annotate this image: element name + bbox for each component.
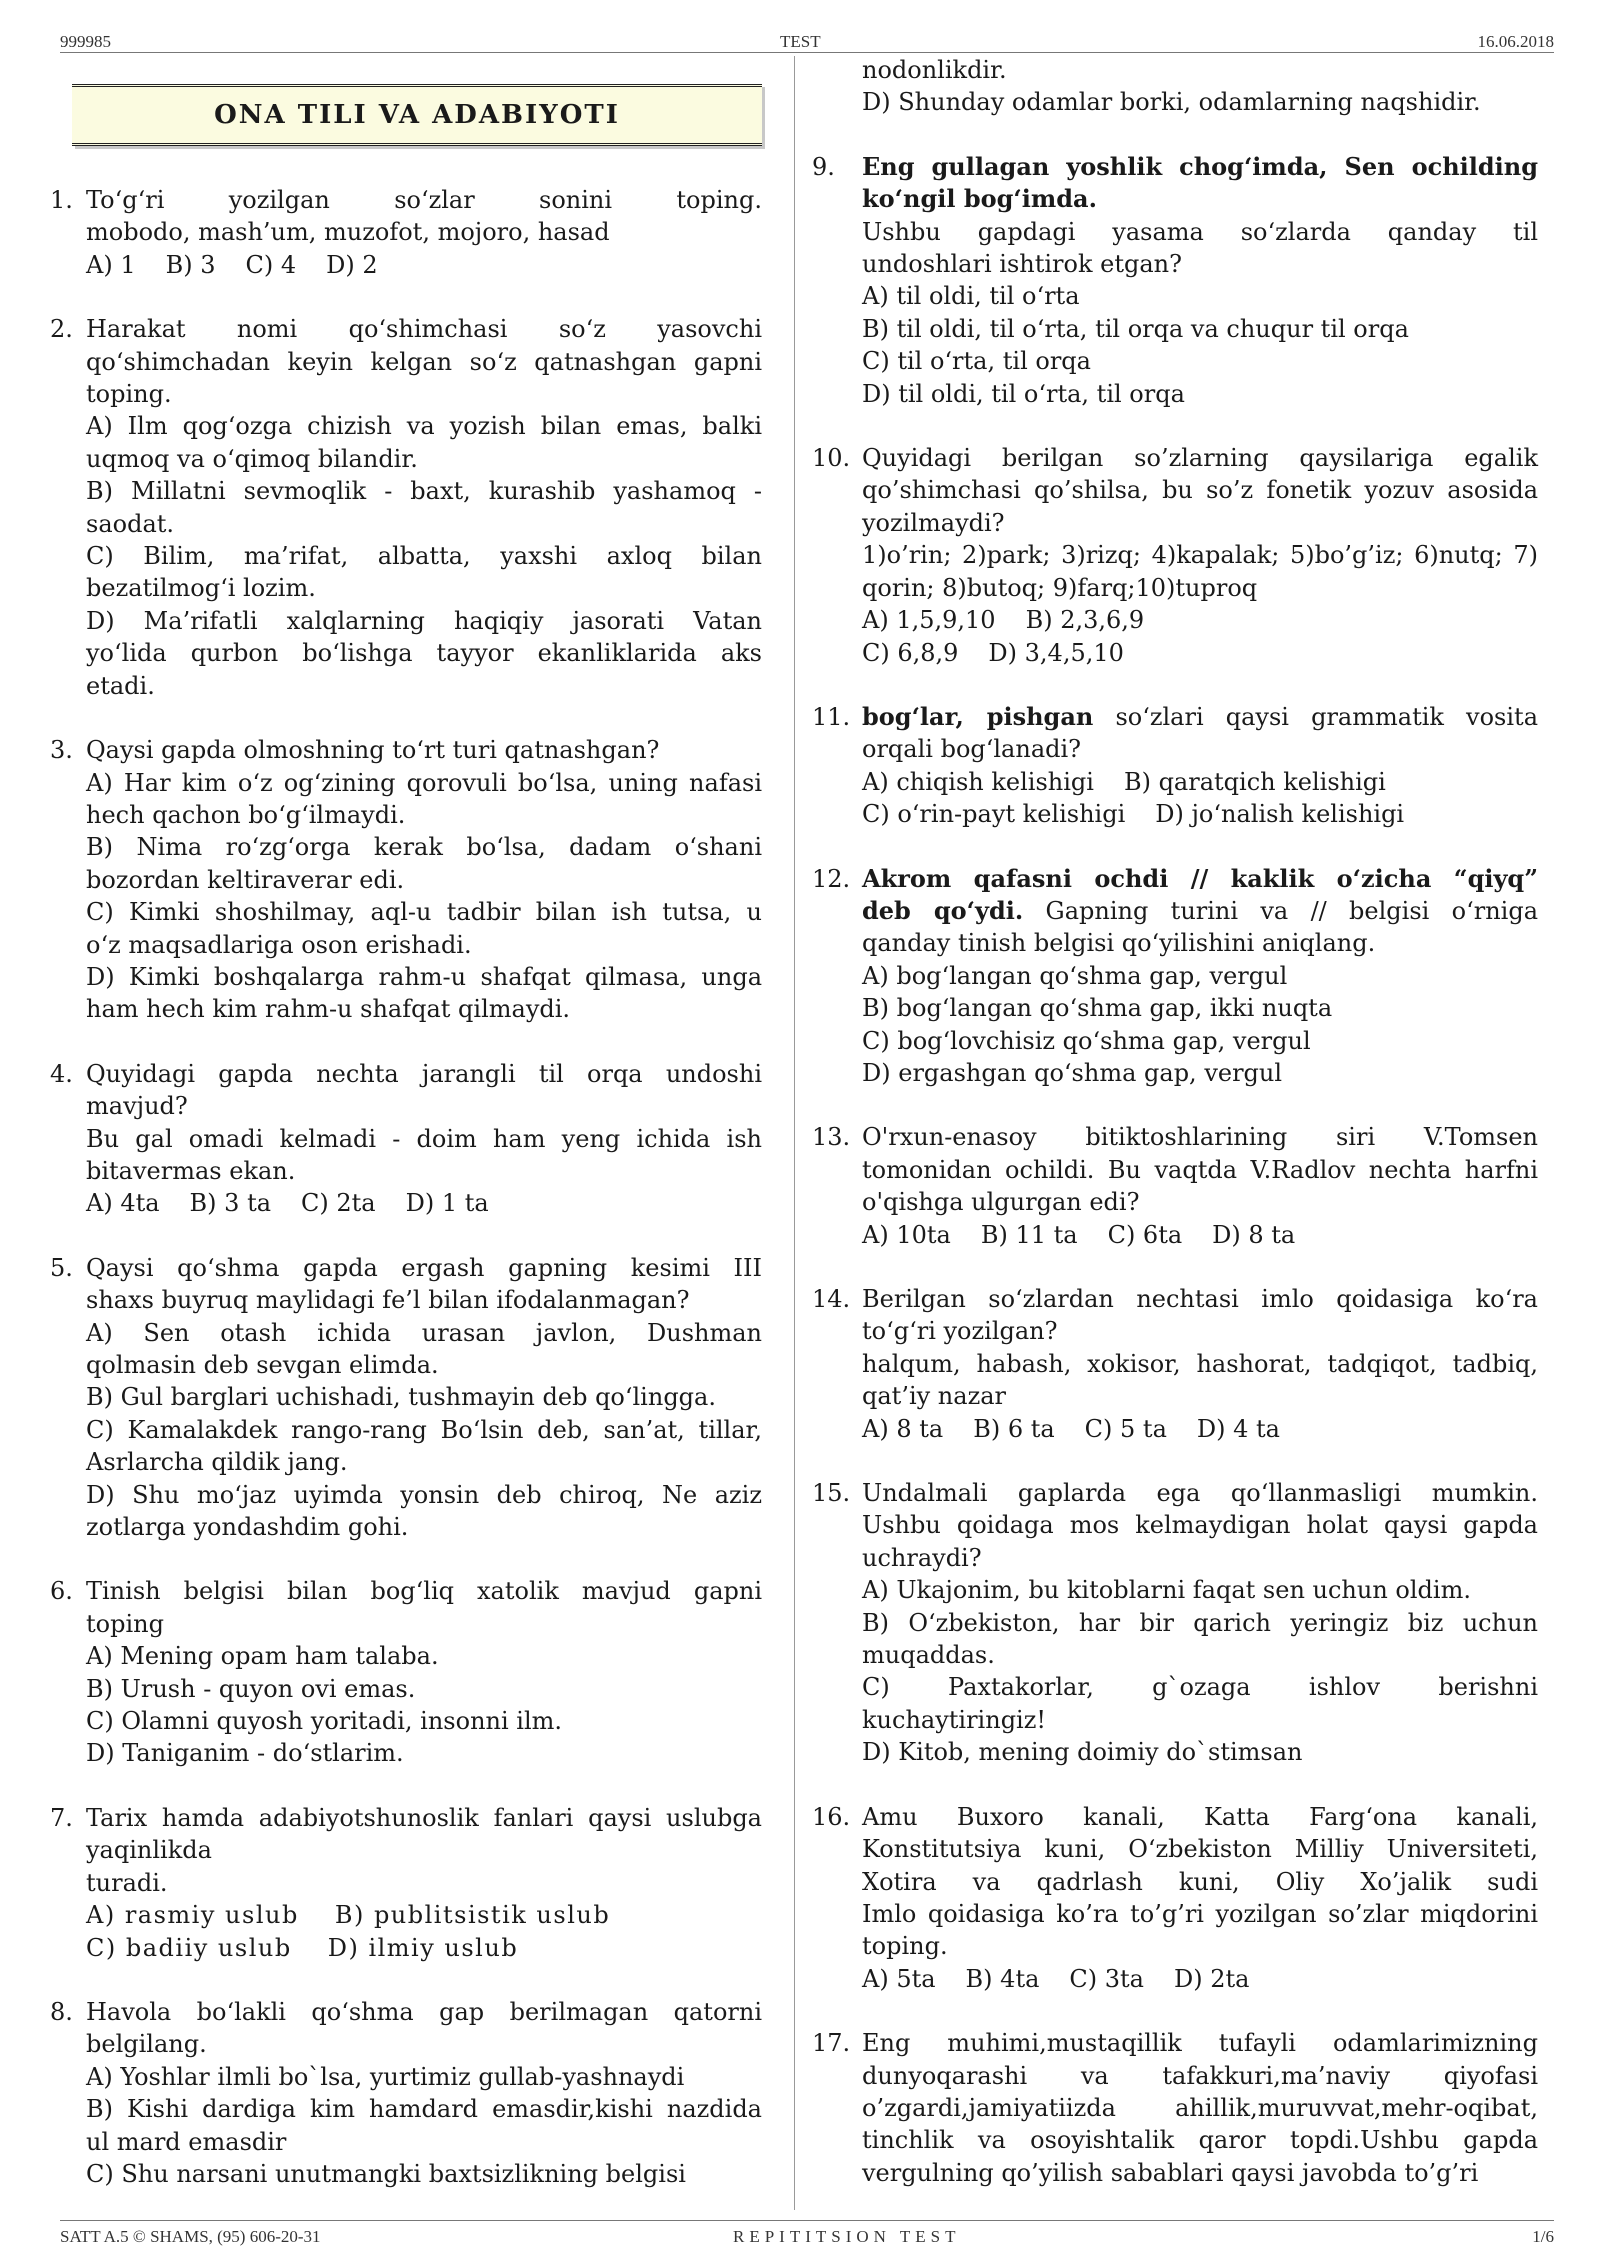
answer-option: D) ilmiy uslub bbox=[327, 1933, 519, 1962]
question-line: bezatilmog‘i lozim. bbox=[86, 574, 316, 603]
answer-options-row bbox=[862, 1219, 1538, 1251]
question-bold-line bbox=[862, 863, 1538, 895]
answer-option: B) 4ta bbox=[965, 1964, 1040, 1993]
answer-option: B) qaratqich kelishigi bbox=[1123, 767, 1386, 796]
question-number: 12. bbox=[812, 864, 851, 893]
question-line: etadi. bbox=[86, 671, 155, 700]
question-item bbox=[50, 1996, 762, 2190]
question-line: toping bbox=[86, 1609, 164, 1638]
answer-option: C) Bilim, ma’rifat, albatta, yaxshi axloq bilan bbox=[86, 542, 762, 571]
answer-option: B) Nima ro‘zg‘orga kerak bo‘lsa, dadam o‘shani bbox=[86, 833, 762, 862]
bold-text: Akrom qafasni ochdi // kaklik o‘zicha “qiyq” bbox=[862, 863, 1538, 893]
question-number: 10. bbox=[812, 444, 851, 473]
answer-option: D) til oldi, til o‘rta, til orqa bbox=[862, 379, 1185, 408]
question-line: belgilang. bbox=[86, 2030, 207, 2059]
answer-option: C) 3ta bbox=[1069, 1964, 1144, 1993]
question-line: Havola bo‘lakli qo‘shma gap berilmagan qatorni bbox=[86, 1997, 762, 2026]
question-line: Ushbu gapdagi yasama so‘zlarda qanday til bbox=[862, 217, 1538, 246]
bold-text: ko‘ngil bog‘imda. bbox=[862, 184, 1097, 214]
answer-option: C) o‘rin-payt kelishigi bbox=[862, 800, 1126, 829]
answer-option: A) rasmiy uslub bbox=[86, 1901, 299, 1930]
header-title: TEST bbox=[780, 32, 821, 51]
answer-option: C) Olamni quyosh yoritadi, insonni ilm. bbox=[86, 1707, 563, 1736]
answer-option: B) O‘zbekiston, har bir qarich yeringiz biz uchun bbox=[862, 1608, 1538, 1637]
question-line: o‘z maqsadlariga oson erishadi. bbox=[86, 930, 472, 959]
question-line: bozordan keltiraverar edi. bbox=[86, 865, 405, 894]
answer-option: A) 4ta bbox=[86, 1189, 160, 1218]
question-line: tinchlik va osoyishtalik qaror topdi.Ushbu gapda bbox=[862, 2126, 1538, 2155]
question-number: 6. bbox=[50, 1577, 73, 1606]
test-id: 999985 bbox=[60, 32, 111, 51]
question-item bbox=[50, 1058, 762, 1220]
question-line: undoshlari ishtirok etgan? bbox=[862, 250, 1182, 279]
question-line: ul mard emasdir bbox=[86, 2127, 287, 2156]
answer-option: A) Sen otash ichida urasan javlon, Dushman bbox=[86, 1318, 762, 1347]
answer-option: D) 4 ta bbox=[1196, 1414, 1280, 1443]
question-line: Undalmali gaplarda ega qo‘llanmasligi mumkin. bbox=[862, 1479, 1538, 1508]
answer-option: B) bog‘langan qo‘shma gap, ikki nuqta bbox=[862, 994, 1333, 1023]
answer-option: D) Shu mo‘jaz uyimda yonsin deb chiroq, Ne aziz bbox=[86, 1480, 762, 1509]
answer-options-row bbox=[862, 1963, 1538, 1995]
column-divider bbox=[794, 56, 795, 2210]
question-line: saodat. bbox=[86, 509, 175, 538]
answer-option: D) 2ta bbox=[1173, 1964, 1250, 1993]
answer-option: D) 1 ta bbox=[405, 1189, 489, 1218]
answer-option: A) 1,5,9,10 bbox=[862, 606, 996, 635]
answer-option: C) Shu narsani unutmangki baxtsizlikning belgisi bbox=[86, 2159, 686, 2188]
question-line: qo‘shimchadan keyin kelgan so‘z qatnashgan gapni bbox=[86, 347, 762, 376]
question-item bbox=[812, 151, 1538, 410]
answer-option: A) 5ta bbox=[862, 1964, 936, 1993]
answer-option: B) Kishi dardiga kim hamdard emasdir,kishi nazdida bbox=[86, 2095, 762, 2124]
question-line: dunyoqarashi va tafakkuri,ma’naviy qiyofasi bbox=[862, 2061, 1538, 2090]
question-line: Qaysi qo‘shma gapda ergash gapning kesimi III bbox=[86, 1253, 762, 1282]
answer-option: B) publitsistik uslub bbox=[334, 1901, 611, 1930]
answer-options-row bbox=[862, 798, 1538, 830]
question-item bbox=[50, 734, 762, 1026]
question-line: tomonidan ochildi. Bu vaqtda V.Radlov nechta harfni bbox=[862, 1155, 1538, 1184]
answer-option: A) 1 bbox=[86, 250, 136, 279]
answer-option: C) 6ta bbox=[1107, 1220, 1183, 1249]
answer-option: B) 11 ta bbox=[980, 1220, 1078, 1249]
right-column bbox=[812, 54, 1538, 2221]
question-number: 16. bbox=[812, 1802, 851, 1831]
question-number: 2. bbox=[50, 315, 73, 344]
question-line: shaxs buyruq maylidagi fe’l bilan ifodalanmagan? bbox=[86, 1286, 690, 1315]
answer-option: C) Kimki shoshilmay, aql-u tadbir bilan ish tutsa, u bbox=[86, 898, 762, 927]
answer-option: A) 8 ta bbox=[862, 1414, 944, 1443]
question-item bbox=[812, 701, 1538, 831]
answer-option: D) jo‘nalish kelishigi bbox=[1155, 800, 1405, 829]
answer-option: C) 4 bbox=[245, 250, 297, 279]
question-line: to‘g‘ri yozilgan? bbox=[862, 1317, 1058, 1346]
question-line: Tinish belgisi bilan bog‘liq xatolik mavjud gapni bbox=[86, 1577, 762, 1606]
question-item bbox=[50, 184, 762, 281]
question-line: bitavermas ekan. bbox=[86, 1156, 296, 1185]
question-number: 9. bbox=[812, 152, 835, 181]
question-number: 7. bbox=[50, 1803, 73, 1832]
question-item bbox=[50, 1252, 762, 1544]
question-item bbox=[812, 442, 1538, 669]
answer-options-row bbox=[862, 604, 1538, 636]
question-number: 13. bbox=[812, 1123, 851, 1152]
question-line: qanday tinish belgisi qo‘yilishini aniqlang. bbox=[862, 929, 1376, 958]
question-line: ham hech kim rahm-u shafqat qilmaydi. bbox=[86, 995, 571, 1024]
question-item bbox=[812, 1477, 1538, 1769]
page-number: 1/6 bbox=[1532, 2227, 1554, 2246]
question-line: toping. bbox=[86, 380, 172, 409]
header-date: 16.06.2018 bbox=[1477, 32, 1554, 51]
answer-option: D) Kimki boshqalarga rahm-u shafqat qilmasa, unga bbox=[86, 962, 762, 991]
question-line: yozilmaydi? bbox=[862, 508, 1005, 537]
answer-options-row bbox=[862, 637, 1538, 669]
bold-text: Eng gullagan yoshlik chog‘imda, Sen ochilding bbox=[862, 151, 1538, 181]
answer-option: C) bog‘lovchisiz qo‘shma gap, vergul bbox=[862, 1026, 1311, 1055]
answer-option: C) 5 ta bbox=[1084, 1414, 1167, 1443]
answer-option: B) 6 ta bbox=[973, 1414, 1055, 1443]
question-line: Quyidagi berilgan so’zlarning qaysilariga egalik bbox=[862, 444, 1538, 473]
answer-option: D) ergashgan qo‘shma gap, vergul bbox=[862, 1058, 1283, 1087]
answer-option: D) 2 bbox=[326, 250, 378, 279]
continued-question-text bbox=[812, 54, 1538, 119]
question-number: 17. bbox=[812, 2029, 851, 2058]
question-line: deb qo‘ydi. Gapning turini va // belgisi o‘rniga bbox=[862, 895, 1539, 925]
answer-option: D) Ma’rifatli xalqlarning haqiqiy jasorati Vatan bbox=[86, 606, 762, 635]
question-item bbox=[812, 863, 1538, 1090]
question-line: yo‘lida qurbon bo‘lishga tayyor ekanliklarida aks bbox=[86, 639, 762, 668]
question-line: 1)o’rin; 2)park; 3)rizq; 4)kapalak; 5)bo’g’iz; 6)nutq; 7) bbox=[862, 541, 1538, 570]
page-footer bbox=[60, 2220, 1554, 2249]
question-number: 1. bbox=[50, 186, 73, 214]
question-number: 11. bbox=[812, 702, 851, 731]
question-number: 15. bbox=[812, 1479, 851, 1508]
question-line: qolmasin deb sevgan elimda. bbox=[86, 1351, 439, 1379]
answer-option: C) Paxtakorlar, g`ozaga ishlov berishni bbox=[862, 1673, 1538, 1702]
question-line: Asrlarcha qildik jang. bbox=[86, 1448, 348, 1477]
question-line: Eng muhimi,mustaqillik tufayli odamlarimizning bbox=[862, 2029, 1538, 2058]
answer-option: C) badiiy uslub bbox=[86, 1933, 292, 1962]
answer-options-row bbox=[862, 766, 1538, 798]
bold-text: deb qo‘ydi. bbox=[862, 895, 1024, 925]
answer-option: B) 3 bbox=[165, 250, 216, 279]
bold-text: bog‘lar, pishgan bbox=[862, 701, 1094, 731]
question-line: o'qishga ulgurgan edi? bbox=[862, 1188, 1140, 1217]
answer-options-row bbox=[86, 249, 762, 281]
answer-option: C) 2ta bbox=[301, 1189, 376, 1218]
question-number: 3. bbox=[50, 736, 73, 765]
footer-title: REPITITSION TEST bbox=[733, 2227, 961, 2246]
question-line: Imlo qoidasiga ko’ra to’g’ri yozilgan so’zlar miqdorini bbox=[862, 1899, 1538, 1928]
question-line: O'rxun-enasoy bitiktoshlarining siri V.Tomsen bbox=[862, 1123, 1538, 1152]
question-line: uchraydi? bbox=[862, 1543, 982, 1572]
answer-option: A) chiqish kelishigi bbox=[862, 767, 1094, 796]
question-number: 8. bbox=[50, 1997, 73, 2026]
answer-option: B) Gul barglari uchishadi, tushmayin deb qo‘lingga. bbox=[86, 1383, 716, 1412]
left-column bbox=[50, 54, 762, 2222]
answer-options-row bbox=[86, 1899, 762, 1931]
answer-option: A) Ukajonim, bu kitoblarni faqat sen uchun oldim. bbox=[862, 1576, 1471, 1605]
question-line: D) Shunday odamlar borki, odamlarning naqshidir. bbox=[862, 88, 1481, 117]
answer-option: A) 10ta bbox=[862, 1220, 951, 1249]
question-number: 4. bbox=[50, 1059, 73, 1088]
question-line: orqali bog‘lanadi? bbox=[862, 735, 1082, 764]
answer-option: B) 3 ta bbox=[189, 1189, 272, 1218]
question-item bbox=[812, 1283, 1538, 1445]
question-line: Amu Buxoro kanali, Katta Farg‘ona kanali, bbox=[862, 1802, 1538, 1831]
footer-copyright: SATT A.5 © SHAMS, (95) 606-20-31 bbox=[60, 2227, 321, 2246]
question-line: hech qachon bo‘g‘ilmaydi. bbox=[86, 800, 406, 829]
question-line: vergulning qo’yilish sabablari qaysi javobda to’g’ri bbox=[862, 2158, 1479, 2187]
answer-option: A) til oldi, til o‘rta bbox=[862, 282, 1080, 311]
question-line: To‘g‘ri yozilgan so‘zlar sonini toping. bbox=[86, 186, 762, 214]
answer-option: B) 2,3,6,9 bbox=[1025, 606, 1145, 635]
answer-option: A) Ilm qog‘ozga chizish va yozish bilan emas, balki bbox=[86, 412, 762, 441]
answer-option: D) Taniganim - do‘stlarim. bbox=[86, 1739, 404, 1768]
question-bold-line bbox=[862, 183, 1538, 215]
answer-option: C) Kamalakdek rango-rang Bo‘lsin deb, san’at, tillar, bbox=[86, 1415, 762, 1444]
question-item bbox=[50, 313, 762, 702]
answer-option: C) 6,8,9 bbox=[862, 638, 959, 667]
answer-option: A) Mening opam ham talaba. bbox=[86, 1642, 439, 1671]
question-line: nodonlikdir. bbox=[862, 56, 1007, 84]
question-line: muqaddas. bbox=[862, 1641, 995, 1670]
question-line: kuchaytiringiz! bbox=[862, 1705, 1047, 1734]
question-line: zotlarga yondashdim gohi. bbox=[86, 1513, 409, 1542]
page-header bbox=[60, 30, 1554, 53]
answer-option: D) Kitob, mening doimiy do`stimsan bbox=[862, 1738, 1303, 1767]
question-line: qat’iy nazar bbox=[862, 1382, 1006, 1411]
question-line: bog‘lar, pishgan so‘zlari qaysi grammatik vosita bbox=[862, 701, 1539, 731]
question-line: o’zgardi,jamiyatiizda ahillik,muruvvat,mehr-oqibat, bbox=[862, 2093, 1538, 2122]
question-line: Quyidagi gapda nechta jarangli til orqa undoshi bbox=[86, 1059, 762, 1088]
subject-title: ONA TILI VA ADABIYOTI bbox=[72, 84, 762, 146]
question-line: mobodo, mash’um, muzofot, mojoro, hasad bbox=[86, 218, 610, 247]
question-number: 5. bbox=[50, 1253, 73, 1282]
question-number: 14. bbox=[812, 1285, 851, 1313]
question-line: mavjud? bbox=[86, 1092, 188, 1121]
answer-options-row bbox=[862, 1413, 1538, 1445]
question-line: Xotira va qadrlash kuni, Oliy Xo’jalik sudi bbox=[862, 1867, 1538, 1896]
question-line: turadi. bbox=[86, 1868, 168, 1897]
question-line: Harakat nomi qo‘shimchasi so‘z yasovchi bbox=[86, 315, 762, 344]
answer-option: A) Yoshlar ilmli bo`lsa, yurtimiz gullab-yashnaydi bbox=[86, 2062, 685, 2091]
question-bold-line bbox=[862, 151, 1538, 183]
answer-option: B) Millatni sevmoqlik - baxt, kurashib yashamoq - bbox=[86, 477, 762, 506]
question-line: Bu gal omadi kelmadi - doim ham yeng ichida ish bbox=[86, 1124, 762, 1153]
answer-options-row bbox=[86, 1932, 762, 1964]
question-item bbox=[50, 1802, 762, 1964]
question-line: qorin; 8)butoq; 9)farq;10)tuproq bbox=[862, 573, 1258, 602]
question-line: yaqinlikda bbox=[86, 1836, 212, 1865]
answer-option: D) 8 ta bbox=[1212, 1220, 1296, 1249]
question-item bbox=[50, 1575, 762, 1769]
answer-option: B) Urush - quyon ovi emas. bbox=[86, 1674, 416, 1703]
answer-option: B) til oldi, til o‘rta, til orqa va chuqur til orqa bbox=[862, 314, 1409, 343]
question-line: Ushbu qoidaga mos kelmaydigan holat qaysi gapda bbox=[862, 1511, 1538, 1540]
question-line: Konstitutsiya kuni, O‘zbekiston Milliy Universiteti, bbox=[862, 1835, 1538, 1864]
question-line: toping. bbox=[862, 1932, 948, 1961]
question-item bbox=[812, 1121, 1538, 1251]
question-line: Tarix hamda adabiyotshunoslik fanlari qaysi uslubga bbox=[86, 1803, 762, 1832]
question-item bbox=[812, 2027, 1538, 2189]
question-line: qo’shimchasi qo’shilsa, bu so’z fonetik yozuv asosida bbox=[862, 476, 1538, 505]
question-line: halqum, habash, xokisor, hashorat, tadqiqot, tadbiq, bbox=[862, 1349, 1538, 1378]
answer-option: C) til o‘rta, til orqa bbox=[862, 347, 1091, 376]
question-line: uqmoq va o‘qimoq bilandir. bbox=[86, 444, 418, 473]
question-line: Qaysi gapda olmoshning to‘rt turi qatnashgan? bbox=[86, 736, 660, 765]
question-item bbox=[812, 1801, 1538, 1995]
answer-options-row bbox=[86, 1187, 762, 1219]
answer-option: A) bog‘langan qo‘shma gap, vergul bbox=[862, 961, 1288, 990]
answer-option: A) Har kim o‘z og‘zining qorovuli bo‘lsa, uning nafasi bbox=[86, 768, 762, 797]
answer-option: D) 3,4,5,10 bbox=[988, 638, 1124, 667]
question-line: Berilgan so‘zlardan nechtasi imlo qoidasiga ko‘ra bbox=[862, 1285, 1538, 1313]
